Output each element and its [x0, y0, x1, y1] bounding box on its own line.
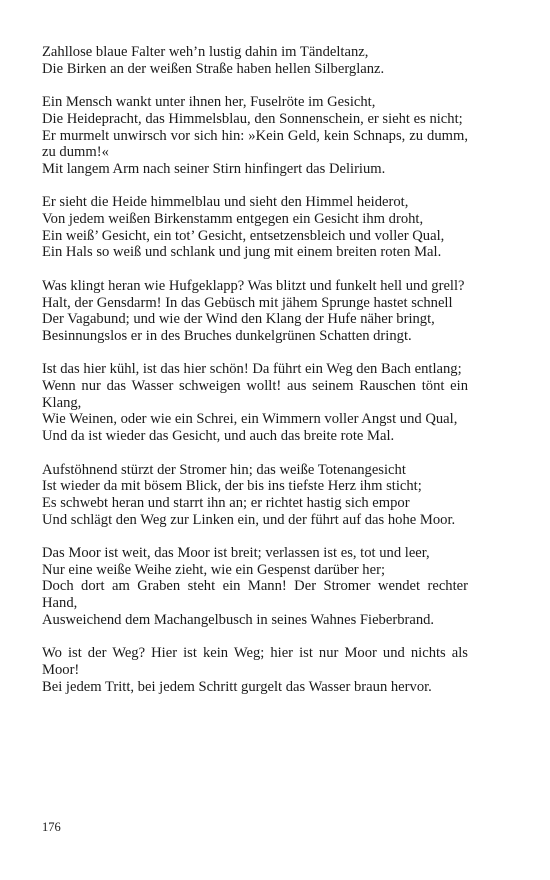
- verse-line: Wie Weinen, oder wie ein Schrei, ein Wimmern voller Angst und Qual,: [42, 411, 458, 428]
- verse-line: Und schlägt den Weg zur Linken ein, und der führt auf das hohe Moor.: [42, 511, 456, 528]
- page-number: 176: [42, 820, 61, 834]
- verse-line: Die Heidepracht, das Himmelsblau, den Sonnenschein, er sieht es nicht;: [42, 110, 463, 127]
- verse-line: Der Vagabund; und wie der Wind den Klang der Hufe näher bringt,: [42, 311, 435, 328]
- verse-line: Es schwebt heran und starrt ihn an; er richtet hastig sich empor: [42, 494, 410, 511]
- verse-line: Von jedem weißen Birkenstamm entgegen ein Gesicht ihm droht,: [42, 211, 424, 227]
- verse-line: Ausweichend dem Machangelbusch in seines Wahnes Fieberbrand.: [42, 611, 435, 628]
- stanza-1: [42, 44, 468, 77]
- stanza-2: [42, 94, 468, 178]
- stanza-5: [42, 361, 468, 445]
- verse-line: Ein Hals so weiß und schlank und jung mit einem breiten roten Mal.: [42, 244, 442, 261]
- stanza-6: [42, 462, 468, 529]
- verse-line: Ist wieder da mit bösem Blick, der bis ins tiefste Herz ihm sticht;: [42, 478, 422, 495]
- verse-line: Halt, der Gensdarm! In das Gebüsch mit jähem Sprunge hastet schnell: [42, 294, 453, 311]
- verse-line: Ein weiß’ Gesicht, ein tot’ Gesicht, entsetzensbleich und voller Qual,: [42, 227, 445, 244]
- verse-line: Aufstöhnend stürzt der Stromer hin; das weiße Totenangesicht: [42, 461, 406, 478]
- verse-line: Was klingt heran wie Hufgeklapp? Was blitzt und funkelt hell und grell?: [42, 277, 465, 294]
- verse-line: Das Moor ist weit, das Moor ist breit; verlassen ist es, tot und leer,: [42, 545, 430, 561]
- poem-text: [42, 44, 468, 695]
- verse-line: Und da ist wieder das Gesicht, und auch das breite rote Mal.: [42, 428, 395, 445]
- stanza-4: [42, 278, 468, 345]
- verse-line: Wenn nur das Wasser schweigen wollt! aus seinem Rauschen tönt ein Klang,: [42, 378, 468, 411]
- verse-line: Er sieht die Heide himmelblau und sieht den Himmel heiderot,: [42, 194, 409, 211]
- verse-line: Mit langem Arm nach seiner Stirn hinfingert das Delirium.: [42, 160, 386, 177]
- verse-line: Doch dort am Graben steht ein Mann! Der Stromer wendet rechter Hand,: [42, 578, 468, 612]
- stanza-8: [42, 645, 468, 695]
- verse-line: Ist das hier kühl, ist das hier schön! Da führt ein Weg den Bach entlang;: [42, 361, 462, 378]
- verse-line: Er murmelt unwirsch vor sich hin: »Kein Geld, kein Schnaps, zu dumm, zu dumm!«: [42, 127, 468, 161]
- verse-line: Nur eine weiße Weihe zieht, wie ein Gespenst darüber her;: [42, 561, 385, 578]
- verse-line: Besinnungslos er in des Bruches dunkelgrünen Schatten dringt.: [42, 327, 412, 344]
- stanza-3: [42, 194, 468, 261]
- verse-line: Bei jedem Tritt, bei jedem Schritt gurgelt das Wasser braun hervor.: [42, 678, 432, 695]
- verse-line: Zahllose blaue Falter weh’n lustig dahin im Tändeltanz,: [42, 44, 369, 60]
- verse-line: Wo ist der Weg? Hier ist kein Weg; hier ist nur Moor und nichts als Moor!: [42, 645, 468, 678]
- verse-line: Die Birken an der weißen Straße haben hellen Silberglanz.: [42, 60, 385, 77]
- stanza-7: [42, 545, 468, 629]
- verse-line: Ein Mensch wankt unter ihnen her, Fuselröte im Gesicht,: [42, 94, 376, 111]
